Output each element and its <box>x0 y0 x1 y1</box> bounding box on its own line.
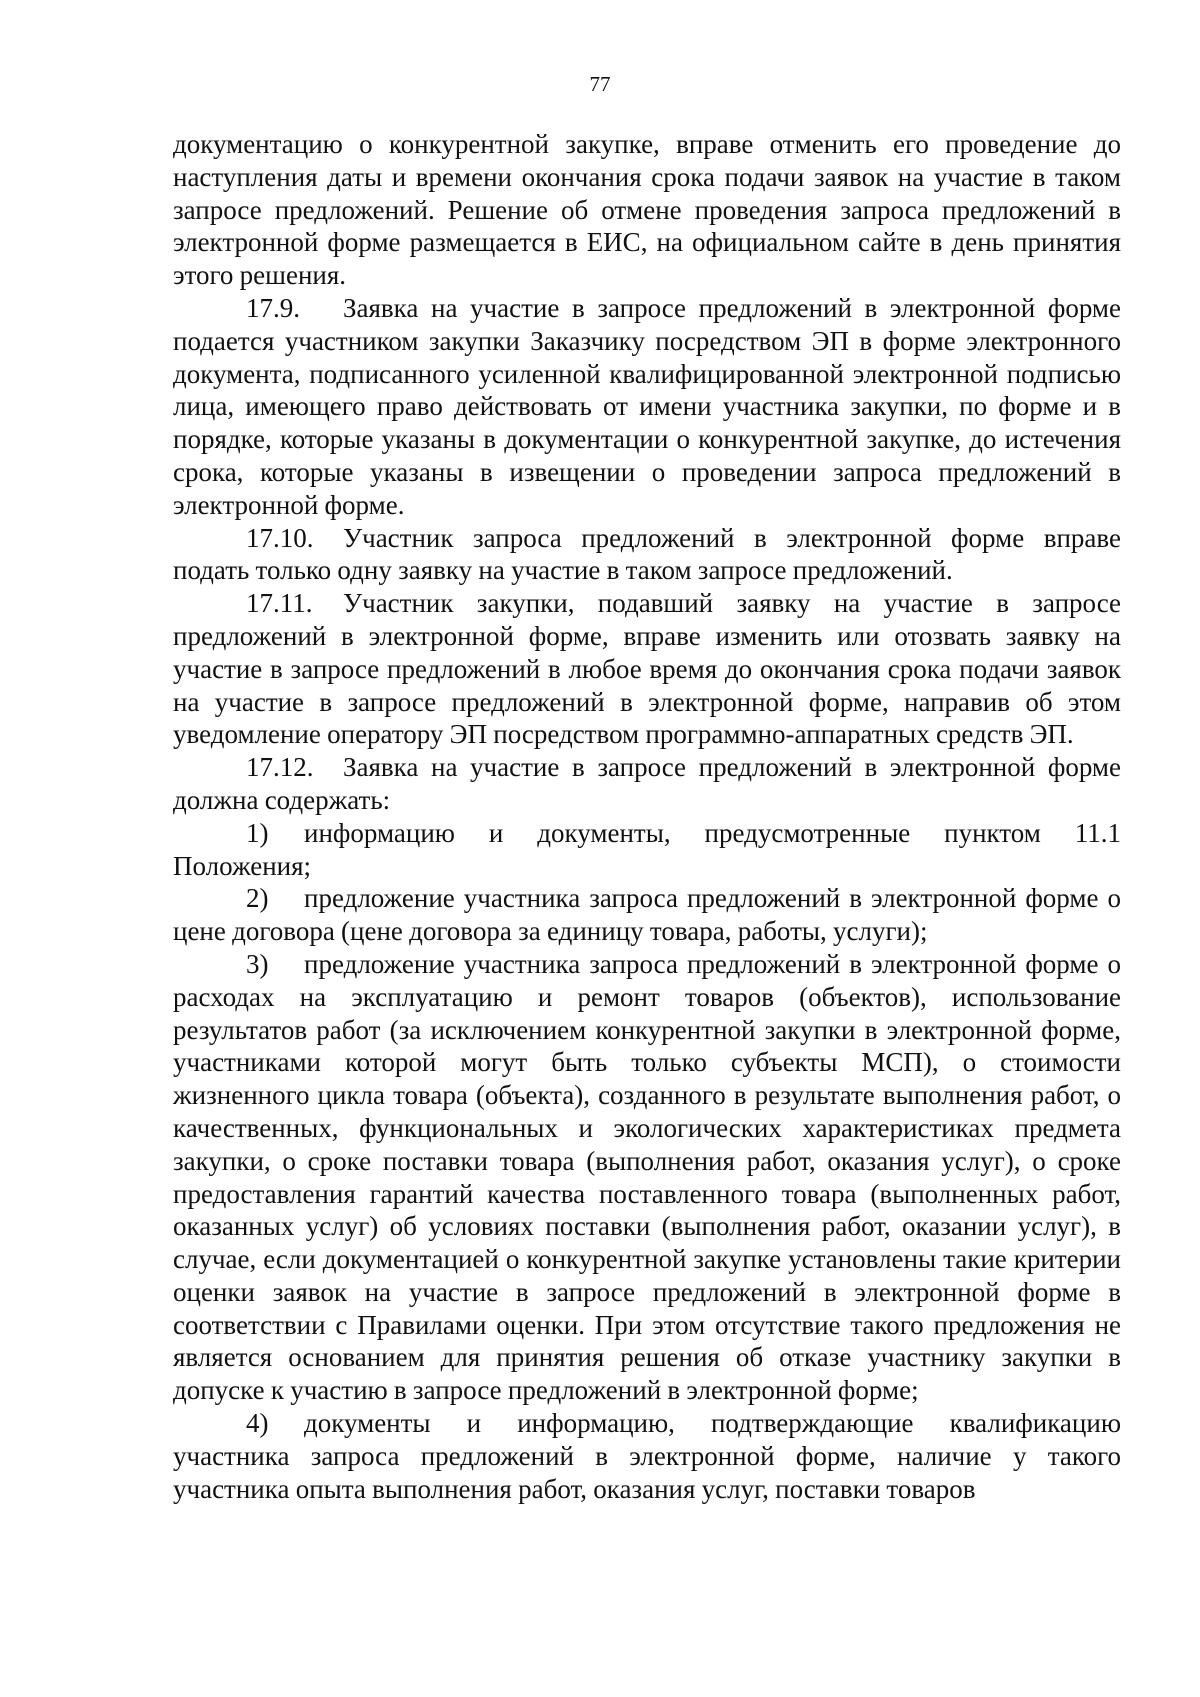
list-item-3 <box>173 948 1121 1407</box>
list-item-text: документы и информацию, подтверждающие квалификацию участника запроса предложений в электронной форме, наличие у такого участника опыта выполнения работ, оказания услуг, поставки товаров <box>173 1408 1121 1504</box>
clause-number: 17.12. <box>246 752 314 783</box>
list-item-text: предложение участника запроса предложений в электронной форме о цене договора (цене договора за единицу товара, работы, услуги); <box>173 883 1121 947</box>
clause-17-11 <box>173 587 1121 751</box>
clause-text: Заявка на участие в запросе предложений в электронной форме подается участником закупки Заказчику посредством ЭП в форме электронного документа, подписанного усиленной квалифицированной электронной подписью лица, имеющего право действовать от имени участника закупки, по форме и в порядке, которые указаны в документации о конкурентной закупке, до истечения срока, которые указаны в извещении о проведении запроса предложений в электронной форме. <box>173 292 1121 520</box>
clause-17-10 <box>173 522 1121 588</box>
clause-number: 17.9. <box>246 292 300 323</box>
paragraph-text: документацию о конкурентной закупке, вправе отменить его проведение до наступления даты и времени окончания срока подачи заявок на участие в таком запросе предложений. Решение об отмене проведения запроса предложений в электронной форме размещается в ЕИС, на официальном сайте в день принятия этого решения. <box>173 129 1121 291</box>
clause-text: Заявка на участие в запросе предложений в электронной форме должна содержать: <box>173 752 1121 815</box>
list-item-number: 1) <box>246 817 269 848</box>
list-item-number: 3) <box>246 948 269 979</box>
clause-text: Участник запроса предложений в электронной форме вправе подать только одну заявку на участие в таком запросе предложений. <box>173 522 1121 586</box>
clause-number: 17.10. <box>246 522 314 553</box>
list-item-2 <box>173 882 1121 948</box>
clause-17-9 <box>173 292 1121 522</box>
list-item-number: 2) <box>246 883 269 914</box>
list-item-number: 4) <box>246 1408 269 1439</box>
paragraph-continuation <box>173 128 1121 292</box>
list-item-4 <box>173 1407 1121 1505</box>
list-item-1 <box>173 817 1121 883</box>
document-body <box>173 128 1121 1505</box>
clause-number: 17.11. <box>246 588 313 619</box>
page-number: 77 <box>589 72 611 96</box>
list-item-text: информацию и документы, предусмотренные пунктом 11.1 Положения; <box>173 817 1121 881</box>
clause-17-12 <box>173 751 1121 817</box>
list-item-text: предложение участника запроса предложений в электронной форме о расходах на эксплуатацию и ремонт товаров (объектов), использование результатов работ (за исключением конкурентной закупки в электронной форме, участниками которой могут быть только субъекты МСП), о стоимости жизненного цикла товара (объекта), созданного в результате выполнения работ, о качественных, функциональных и экологических характеристиках предмета закупки, о сроке поставки товара (выполнения работ, оказания услуг), о сроке предоставления гарантий качества поставленного товара (выполненных работ, оказанных услуг) об условиях поставки (выполнения работ, оказании услуг), в случае, если документацией о конкурентной закупке установлены такие критерии оценки заявок на участие в запросе предложений в электронной форме в соответствии с Правилами оценки. При этом отсутствие такого предложения не является основанием для принятия решения об отказе участнику закупки в допуске к участию в запросе предложений в электронной форме; <box>173 948 1121 1406</box>
clause-text: Участник закупки, подавший заявку на участие в запросе предложений в электронной форме, вправе изменить или отозвать заявку на участие в запросе предложений в любое время до окончания срока подачи заявок на участие в запросе предложений в электронной форме, направив об этом уведомление оператору ЭП посредством программно-аппаратных средств ЭП. <box>173 588 1121 750</box>
